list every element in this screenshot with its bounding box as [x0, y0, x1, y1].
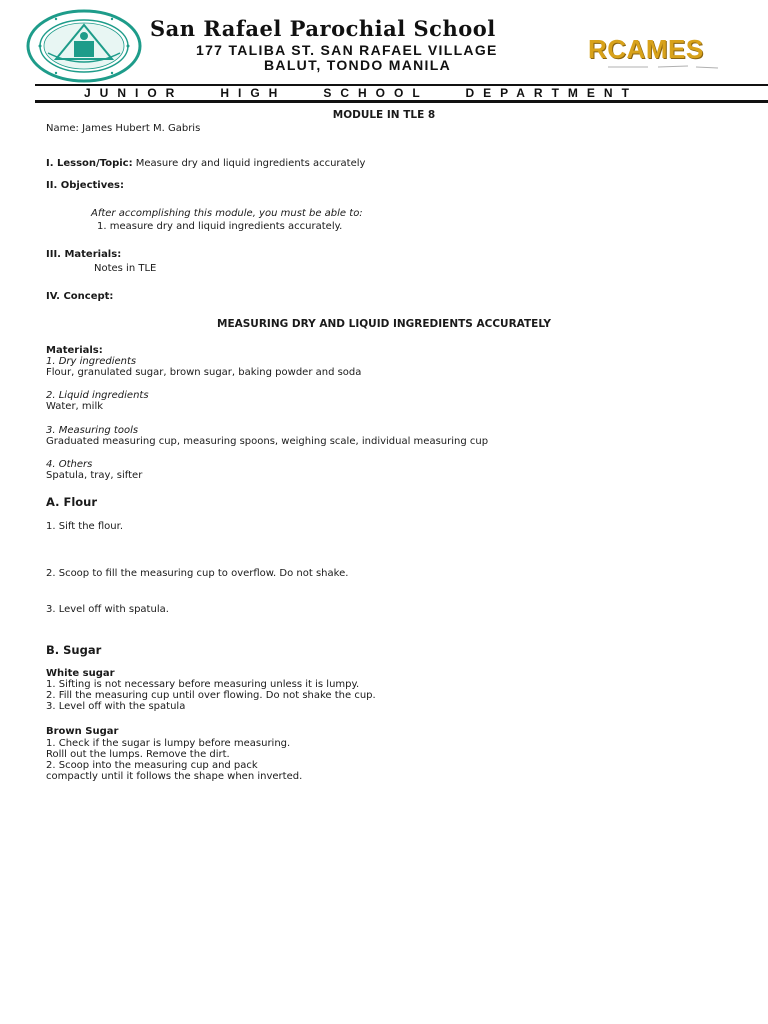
white-sugar-step-2: 2. Fill the measuring cup until over flowing. Do not shake the cup. — [46, 690, 376, 701]
student-name: James Hubert M. Gabris — [82, 123, 201, 134]
group-text-others: Spatula, tray, sifter — [46, 470, 143, 481]
name-line — [46, 123, 200, 134]
flour-heading: A. Flour — [46, 495, 98, 509]
name-label: Name: — [46, 123, 79, 134]
group-title-others: 4. Others — [46, 459, 93, 470]
flour-step-3: 3. Level off with spatula. — [46, 604, 169, 615]
lesson-value: Measure dry and liquid ingredients accurately — [135, 158, 366, 169]
lesson-line — [46, 158, 365, 169]
brown-sugar-step-1b: Rolll out the lumps. Remove the dirt. — [46, 749, 230, 760]
brown-sugar-label: Brown Sugar — [46, 726, 119, 737]
brown-sugar-step-2b: compactly until it follows the shape when inverted. — [46, 771, 303, 782]
rcames-tagline-scribble — [588, 63, 760, 71]
materials-value: Notes in TLE — [94, 263, 157, 274]
school-address-line2: BALUT, TONDO MANILA — [264, 57, 451, 73]
rcames-logo — [588, 36, 760, 70]
rcames-logo-text: RCAMES — [588, 34, 704, 64]
concept-label: IV. Concept: — [46, 291, 114, 302]
materials-label: III. Materials: — [46, 249, 122, 260]
group-text-liquid: Water, milk — [46, 401, 104, 412]
group-text-dry: Flour, granulated sugar, brown sugar, baking powder and soda — [46, 367, 362, 378]
flour-step-1: 1. Sift the flour. — [46, 521, 124, 532]
flour-step-2: 2. Scoop to fill the measuring cup to overflow. Do not shake. — [46, 568, 349, 579]
group-title-tools: 3. Measuring tools — [46, 425, 139, 436]
objectives-intro: After accomplishing this module, you must be able to: — [91, 208, 363, 219]
brown-sugar-step-1: 1. Check if the sugar is lumpy before measuring. — [46, 738, 291, 749]
header-rule-bottom — [35, 100, 768, 103]
school-name: San Rafael Parochial School — [150, 16, 496, 41]
brown-sugar-step-2: 2. Scoop into the measuring cup and pack — [46, 760, 258, 771]
group-text-tools: Graduated measuring cup, measuring spoons, weighing scale, individual measuring cup — [46, 436, 489, 447]
white-sugar-step-1: 1. Sifting is not necessary before measuring unless it is lumpy. — [46, 679, 360, 690]
school-seal-logo — [26, 9, 142, 83]
white-sugar-step-3: 3. Level off with the spatula — [46, 701, 186, 712]
concept-materials-label: Materials: — [46, 345, 103, 356]
group-title-liquid: 2. Liquid ingredients — [46, 390, 149, 401]
sugar-heading: B. Sugar — [46, 643, 102, 657]
objectives-label: II. Objectives: — [46, 180, 124, 191]
objective-item-1: 1. measure dry and liquid ingredients accurately. — [97, 221, 343, 232]
school-address-line1: 177 TALIBA ST. SAN RAFAEL VILLAGE — [196, 42, 498, 58]
group-title-dry: 1. Dry ingredients — [46, 356, 137, 367]
department-banner: JUNIOR HIGH SCHOOL DEPARTMENT — [84, 86, 638, 100]
lesson-label: I. Lesson/Topic: — [46, 158, 133, 169]
concept-heading: MEASURING DRY AND LIQUID INGREDIENTS ACCURATELY — [217, 318, 551, 330]
white-sugar-label: White sugar — [46, 668, 115, 679]
module-title: MODULE IN TLE 8 — [332, 109, 436, 121]
